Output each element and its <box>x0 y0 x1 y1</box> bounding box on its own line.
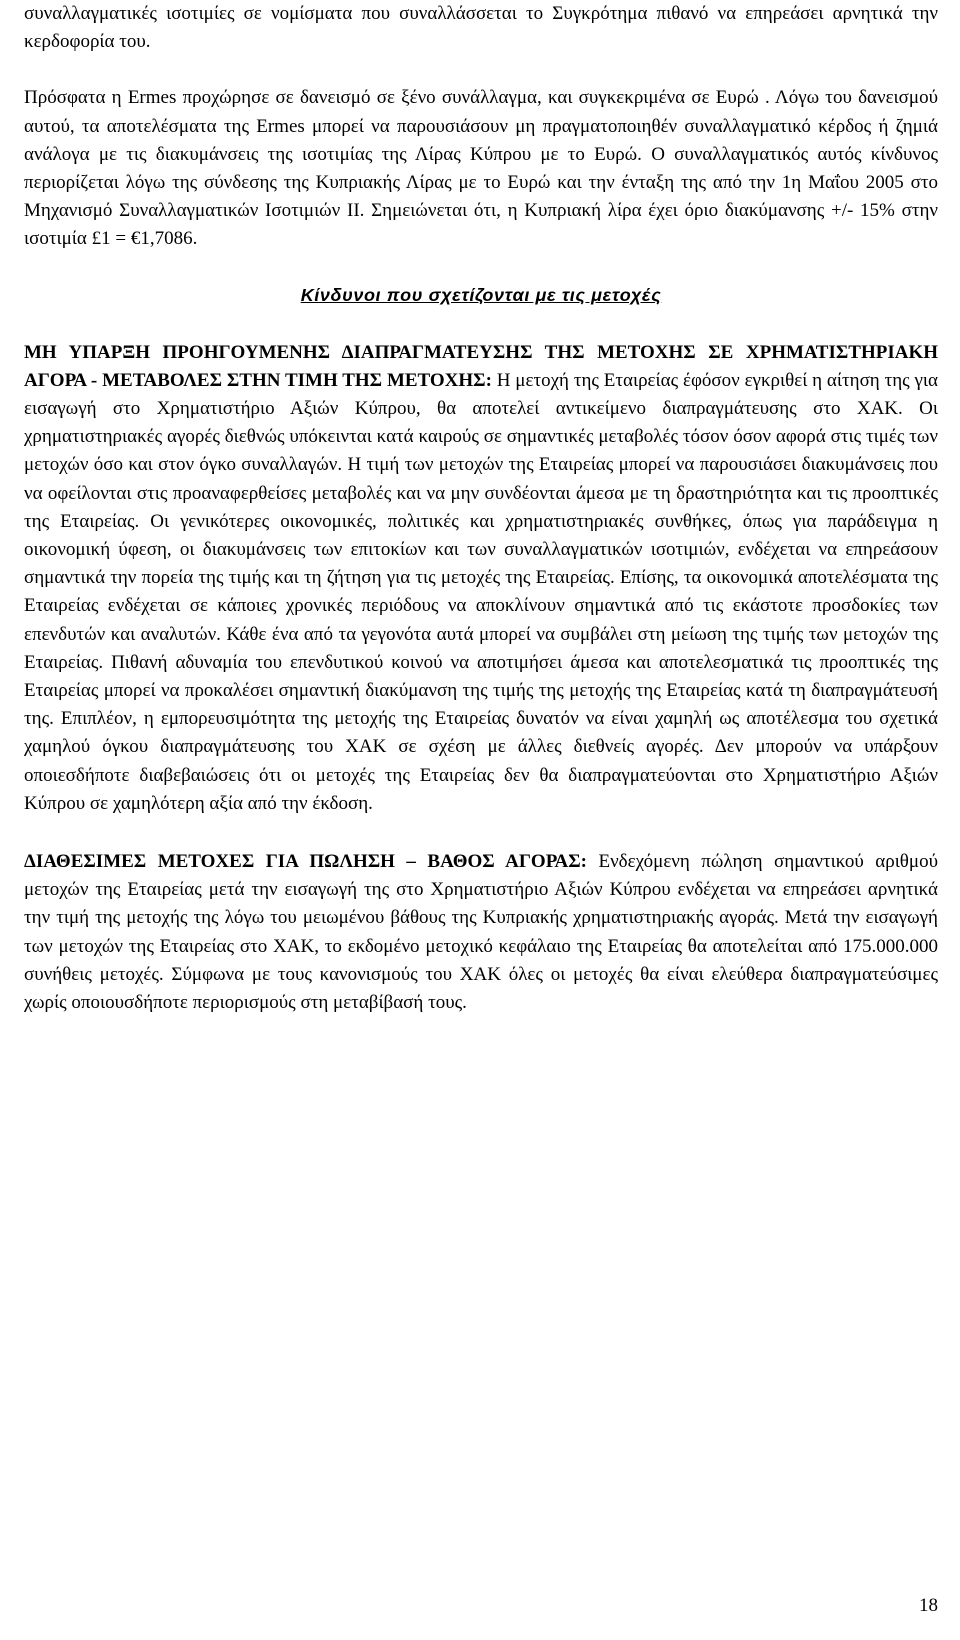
section-heading-share-risks: Κίνδυνοι που σχετίζονται με τις μετοχές <box>300 284 662 305</box>
document-page <box>24 0 938 1017</box>
shares-risk-body: Η μετοχή της Εταιρείας έφόσον εγκριθεί η αίτηση της για εισαγωγή στο Χρηματιστήριο Αξιών Κύπρου, θα αποτελεί αντικείμενο διαπραγμάτευσης στο ΧΑΚ. Οι χρηματιστηριακές αγορές διεθνώς υπόκεινται κατά καιρούς σε σημαντικές μεταβολές τόσον όσον αφορά στις τιμές των μετοχών όσο και στον όγκο συναλλαγών. Η τιμή των μετοχών της Εταιρείας μπορεί να παρουσιάσει διακυμάνσεις που να οφείλονται στις προαναφερθείσες μεταβολές και να μην συνδέονται άμεσα με τη δραστηριότητα και τις προοπτικές της Εταιρείας. Οι γενικότερες οικονομικές, πολιτικές και χρηματιστηριακές συνθήκες, όπως για παράδειγμα η οικονομική ύφεση, οι διακυμάνσεις των επιτοκίων και των συναλλαγματικών ισοτιμιών, ενδέχεται να επηρεάσουν σημαντικά την πορεία της τιμής και τη ζήτηση για τις μετοχές της Εταιρείας. Επίσης, τα οικονομικά αποτελέσματα της Εταιρείας ενδέχεται σε κάποιες χρονικές περιόδους να αποκλίνουν σημαντικά από τις εκάστοτε προσδοκίες των επενδυτών και αναλυτών. Κάθε ένα από τα γεγονότα αυτά μπορεί να συμβάλει στη μείωση της τιμής των μετοχών της Εταιρείας. Πιθανή αδυναμία του επενδυτικού κοινού να αποτιμήσει άμεσα και αποτελεσματικά τις προοπτικές της Εταιρείας μπορεί να προκαλέσει σημαντική διακύμανση της τιμής της μετοχής της Εταιρείας κατά τη διαπραγμάτευσή της. Επιπλέον, η εμπορευσιμότητα της μετοχής της Εταιρείας δυνατόν να είναι χαμηλή ως αποτέλεσμα του σχετικά χαμηλού όγκου διαπραγμάτευσης του ΧΑΚ σε σχέση με άλλες διεθνείς αγορές. Δεν μπορούν να υπάρξουν οποιεσδήποτε διαβεβαιώσεις ότι οι μετοχές της Εταιρείας δεν θα διαπραγματεύονται στο Χρηματιστήριο Αξιών Κύπρου σε χαμηλότερη αξία από την έκδοση. <box>24 369 938 814</box>
paragraph-share-trading-risk <box>24 339 938 818</box>
paragraph-exchange-rate-continuation: συναλλαγματικές ισοτιμίες σε νομίσματα που συναλλάσσεται το Συγκρότημα πιθανό να επηρεάσει αρνητικά την κερδοφορία του. <box>24 3 938 53</box>
available-shares-lead: ΔΙΑΘΕΣΙΜΕΣ ΜΕΤΟΧΕΣ ΓΙΑ ΠΩΛΗΣΗ – ΒΑΘΟΣ ΑΓΟΡΑΣ: <box>24 851 587 873</box>
page-number: 18 <box>919 1595 938 1616</box>
shares-risk-lead: ΜΗ ΥΠΑΡΞΗ ΠΡΟΗΓΟΥΜΕΝΗΣ ΔΙΑΠΡΑΓΜΑΤΕΥΣΗΣ ΤΗΣ ΜΕΤΟΧΗΣ ΣΕ ΧΡΗΜΑΤΙΣΤΗΡΙΑΚΗ ΑΓΟΡΑ - ΜΕΤΑΒΟΛΕΣ ΣΤΗΝ ΤΙΜΗ ΤΗΣ ΜΕΤΟΧΗΣ: <box>24 341 938 391</box>
available-shares-body: Ενδεχόμενη πώληση σημαντικού αριθμού μετοχών της Εταιρείας μετά την εισαγωγή της στο Χρηματιστήριο Αξιών Κύπρου ενδέχεται να επηρεάσει αρνητικά την τιμή της μετοχής της λόγω του μειωμένου βάθους της Κυπριακής χρηματιστηριακής αγοράς. Μετά την εισαγωγή των μετοχών της Εταιρείας στο ΧΑΚ, το εκδομένο μετοχικό κεφάλαιο της Εταιρείας θα αποτελείται από 175.000.000 συνήθεις μετοχές. Σύμφωνα με τους κανονισμούς του ΧΑΚ όλες οι μετοχές θα είναι ελεύθερα διαπραγματεύσιμες χωρίς οποιουσδήποτε περιορισμούς στη μεταβίβασή τους. <box>24 851 938 1014</box>
paragraph-currency-risk: Πρόσφατα η Ermes προχώρησε σε δανεισμό σε ξένο συνάλλαγμα, και συγκεκριμένα σε Ευρώ . Λόγω του δανεισμού αυτού, τα αποτελέσματα της Ermes μπορεί να παρουσιάσουν μη πραγματοποιηθέν συναλλαγματικό κέρδος ή ζημιά ανάλογα με τις διακυμάνσεις της ισοτιμίας της Λίρας Κύπρου με το Ευρώ. Ο συναλλαγματικός αυτός κίνδυνος περιορίζεται λόγω της σύνδεσης της Κυπριακής Λίρας με το Ευρώ και την ένταξη της από την 1η Μαΐου 2005 στο Μηχανισμό Συναλλαγματικών Ισοτιμιών ΙΙ. Σημειώνεται ότι, η Κυπριακή λίρα έχει όριο διακύμανσης +/- 15% στην ισοτιμία £1 = €1,7086. <box>24 87 938 250</box>
paragraph-available-shares <box>24 848 938 1017</box>
